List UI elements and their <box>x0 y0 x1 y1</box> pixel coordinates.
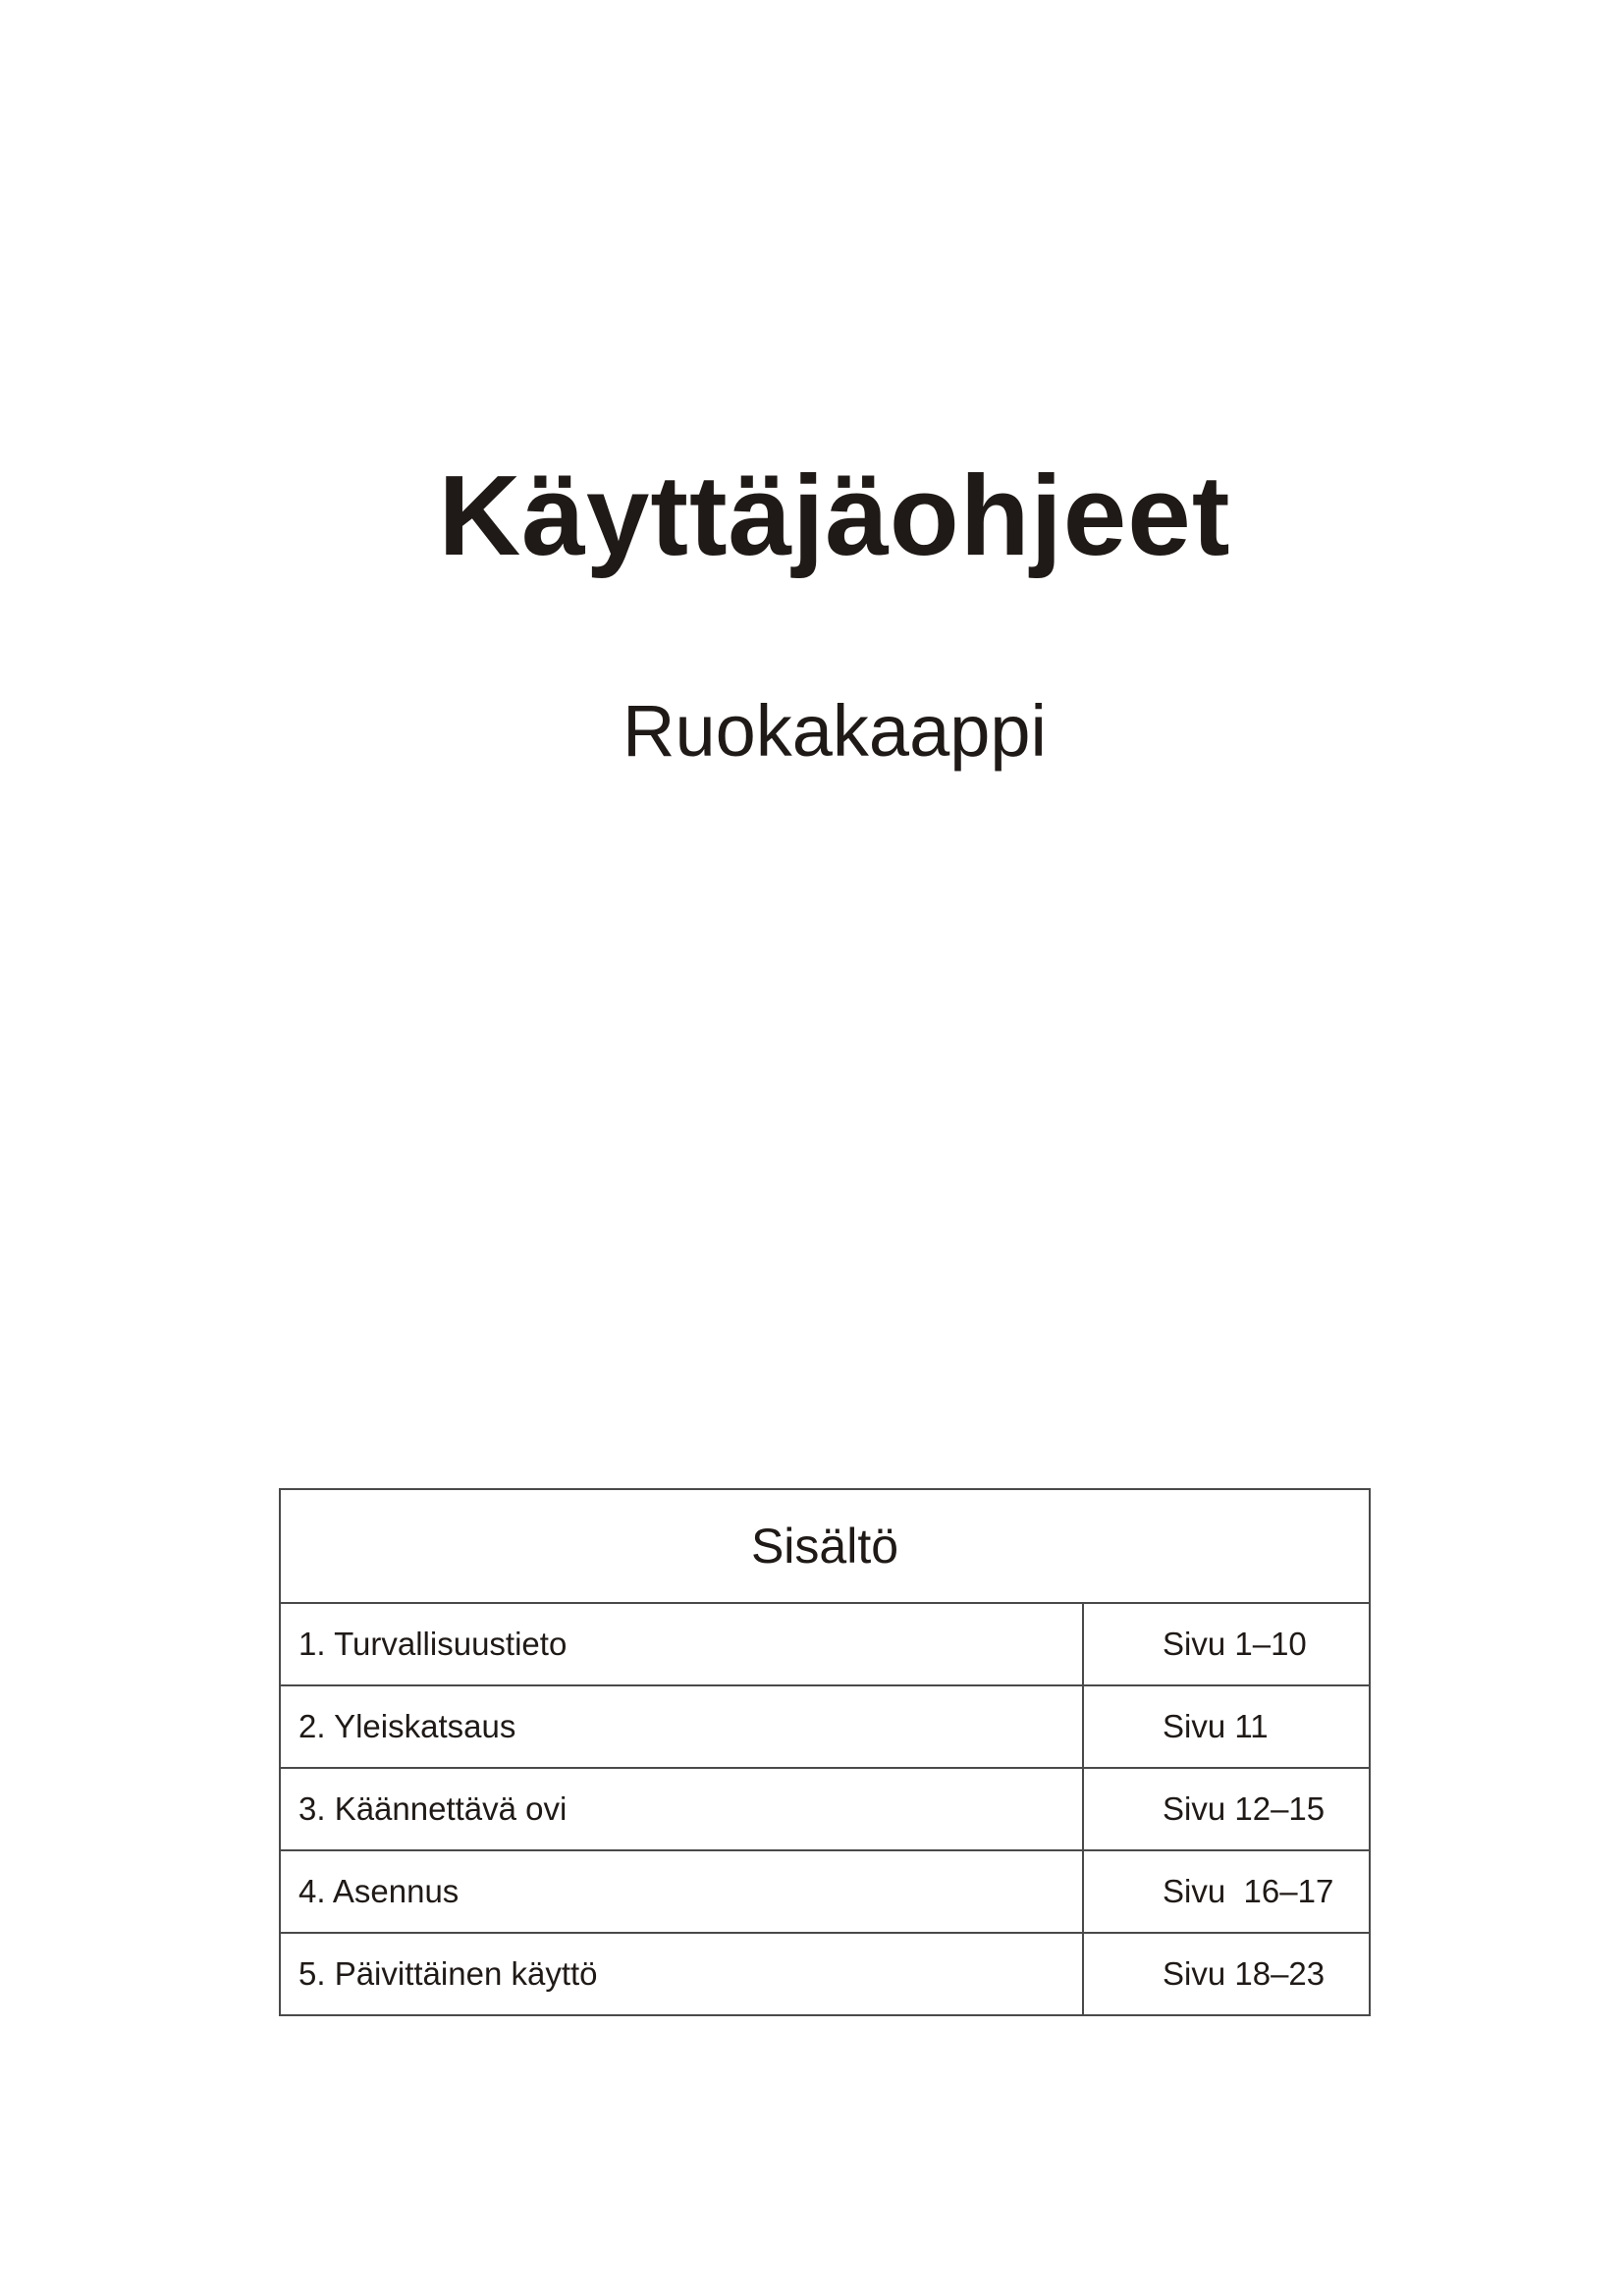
toc-section-title: 1. Turvallisuustieto <box>280 1603 1083 1685</box>
toc-row <box>280 1603 1370 1685</box>
toc-page-range: Sivu 18–23 <box>1083 1933 1370 2015</box>
toc-section-title: 3. Käännettävä ovi <box>280 1768 1083 1850</box>
toc-page-range: Sivu 16–17 <box>1083 1850 1370 1933</box>
toc-row <box>280 1768 1370 1850</box>
toc-page-range: Sivu 11 <box>1083 1685 1370 1768</box>
toc-row <box>280 1850 1370 1933</box>
toc-heading: Sisältö <box>280 1489 1370 1603</box>
toc-section-title: 5. Päivittäinen käyttö <box>280 1933 1083 2015</box>
page-title: Käyttäjäohjeet <box>438 452 1231 579</box>
toc-row <box>280 1933 1370 2015</box>
toc-section-title: 2. Yleiskatsaus <box>280 1685 1083 1768</box>
toc-heading-row <box>280 1489 1370 1603</box>
toc-row <box>280 1685 1370 1768</box>
toc-section-title: 4. Asennus <box>280 1850 1083 1933</box>
toc-page-range: Sivu 12–15 <box>1083 1768 1370 1850</box>
toc-page-range: Sivu 1–10 <box>1083 1603 1370 1685</box>
page-subtitle: Ruokakaappi <box>623 690 1047 772</box>
table-of-contents <box>279 1488 1371 2016</box>
